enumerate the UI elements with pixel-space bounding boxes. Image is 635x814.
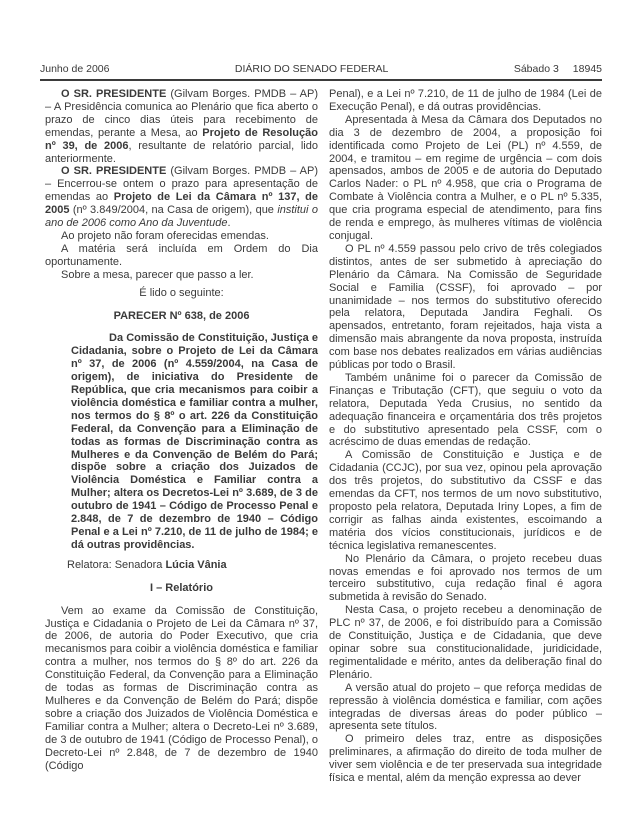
text-segment: Da Comissão de Constituição, Justiça e Cidadania, sobre o Projeto de Lei da Câmara nº 37, de 2006 (nº 4.559/2004, na Casa de origem), de iniciativa do Presidente de República, que cria mecanismos para coibir a violência doméstica e familiar contra a mulher, nos termos do § 8º o art. 226 da Constituição Federal, da Convenção para a Eliminação de todas as formas de Discriminação contra as Mulheres e da Convenção de Belém do Pará; dispõe sobre a criação dos Juizados de Violência Doméstica e Familiar contra a Mulher; altera os Decretos-Lei nº 3.689, de 3 de outubro de 1941 – Código de Processo Penal e 2.848, de 7 de dezembro de 1940 – Código Penal e a Lei nº 7.210, de 11 de julho de 1984; e dá outras providências. xyxy=(71,332,318,551)
text-segment: No Plenário da Câmara, o projeto recebeu duas novas emendas e foi aprovado nos termos de um terceiro substitutivo, cuja redação final é agora submetida à revisão do Senado. xyxy=(329,552,602,604)
paragraph xyxy=(329,243,602,372)
text-segment: Apresentada à Mesa da Câmara dos Deputados no dia 3 de dezembro de 2004, a proposição foi identificada como Projeto de Lei (PL) nº 4.559, de 2004, e tramitou – em regime de urgência – com dois apensados, ambos de 2005 e de autoria do Deputado Carlos Nader: o PL nº 4.958, que cria o Programa de Combate à Violência contra a Mulher, e o PL nº 5.335, que cria programa especial de atendimento, para fins de renda e emprego, às mulheres vítimas de violência conjugal. xyxy=(329,113,602,242)
paragraph xyxy=(45,165,318,230)
paragraph xyxy=(71,332,318,551)
left-column xyxy=(45,88,318,785)
text-segment: Penal), e a Lei nº 7.210, de 11 de julho de 1984 (Lei de Execução Penal), e dá outras providências. xyxy=(329,88,602,113)
text-segment: Lúcia Vânia xyxy=(165,558,227,571)
text-segment: A versão atual do projeto – que reforça medidas de repressão à violência doméstica e familiar, com ações integradas de diversas áreas do poder público – apresenta sete títulos. xyxy=(329,681,602,733)
text-segment: , resultante de relatório parcial, lido anteriormente. xyxy=(45,139,318,165)
paragraph xyxy=(45,230,318,243)
header-date: Junho de 2006 xyxy=(40,63,110,75)
text-segment: Relatora: Senadora xyxy=(67,558,166,571)
paragraph xyxy=(45,287,318,300)
text-segment: Projeto de Lei da Câmara nº 137, de 2005 xyxy=(45,191,318,217)
right-column xyxy=(329,88,602,785)
text-segment: Sobre a mesa, parecer que passo a ler. xyxy=(61,268,254,281)
text-segment: Vem ao exame da Comissão de Constituição, Justiça e Cidadania o Projeto de Lei da Câmara nº 37, de 2006, de autoria do Poder Executivo, que cria mecanismos para coibir a violência doméstica e familiar contra a mulher, nos termos do § 8º do art. 226 da Constituição Federal, da Convenção para a Eliminação de todas as formas de Discriminação contra as Mulheres e da Convenção de Belém do Pará; dispõe sobre a criação dos Juizados de Violência Doméstica e Familiar contra a Mulher; altera o Decreto-Lei nº 3.689, de 3 de outubro de 1941 (Código de Processo Penal), o Decreto-Lei nº 2.848, de 7 de dezembro de 1940 (Código xyxy=(45,604,318,772)
paragraph xyxy=(45,605,318,773)
paragraph xyxy=(329,114,602,243)
paragraph xyxy=(329,372,602,449)
text-segment: Também unânime foi o parecer da Comissão de Finanças e Tributação (CFT), que seguiu o voto da relatora, Deputada Yeda Crusius, no sentido da adequação financeira e orçamentária dos três projetos e do substitutivo apresentado pela CSSF, com o acréscimo de duas emendas de redação. xyxy=(329,371,602,449)
paragraph xyxy=(67,559,318,572)
text-segment: PARECER Nº 638, de 2006 xyxy=(113,309,250,322)
text-columns xyxy=(45,88,602,785)
text-segment: Ao projeto não foram oferecidas emendas. xyxy=(61,229,269,242)
paragraph xyxy=(329,682,602,734)
paragraph xyxy=(45,243,318,269)
paragraph xyxy=(329,733,602,785)
text-segment: . xyxy=(227,217,231,230)
text-segment: É lido o seguinte: xyxy=(139,286,224,299)
text-segment: (nº 3.849/2004, na Casa de origem), que xyxy=(69,204,278,217)
paragraph xyxy=(329,553,602,605)
header-day: Sábado 3 xyxy=(513,63,559,75)
paragraph xyxy=(329,604,602,681)
text-segment: O PL nº 4.559 passou pelo crivo de três colegiados distintos, antes de ser submetido à apreciação do Plenário da Câmara. Na Comissão de Seguridade Social e Familia (CSSF), foi aprovado – por unanimidade – nos termos do substitutivo oferecido pela relatora, Deputada Jandira Feghali. Os apensados, entretanto, foram rejeitados, haja vista a dimensão mais abrangente da nova proposta, instruída com base nos debates realizados em várias audiências públicas por todo o Brasil. xyxy=(329,242,602,372)
paragraph xyxy=(45,88,318,165)
paragraph xyxy=(329,88,602,114)
text-segment: I – Relatório xyxy=(150,581,213,594)
section-heading xyxy=(45,582,318,595)
text-segment: O SR. PRESIDENTE xyxy=(61,165,167,178)
header-page-number: 18945 xyxy=(572,63,602,75)
text-segment: O primeiro deles traz, entre as disposições preliminares, a afirmação do direito de toda mulher de viver sem violência e de ter preservada sua integridade física e mental, além da menção expressa ao dever xyxy=(329,733,602,785)
text-segment: A Comissão de Constituição e Justiça e de Cidadania (CCJC), por sua vez, opinou pela aprovação dos três projetos, do substitutivo da CSSF e das emendas da CFT, nos termos de um novo substitutivo, proposto pela relatora, Deputada Iriny Lopes, a fim de corrigir as falhas ainda existentes, escoimando a matéria dos vícios constitucionais, jurídicos e de técnica legislativa remanescentes. xyxy=(329,449,602,552)
text-segment: Projeto de Resolução nº 39, de 2006 xyxy=(45,126,318,152)
text-segment: (Gilvam Borges. PMDB – AP) – Encerrou-se ontem o prazo para apresentação de emendas ao xyxy=(45,165,318,204)
page-header xyxy=(40,63,602,81)
section-heading xyxy=(45,310,318,323)
text-segment: institui o ano de 2006 como Ano da Juventude xyxy=(45,204,318,230)
paragraph xyxy=(45,269,318,282)
text-segment: Nesta Casa, o projeto recebeu a denominação de PLC nº 37, de 2006, e foi distribuído para a Comissão de Constituição, Justiça e de Cidadania, que deve opinar sobre sua constitucionalidade, juridicidade, regimentalidade e mérito, antes da deliberação final do Plenário. xyxy=(329,604,602,681)
text-segment: (Gilvam Borges. PMDB – AP) – A Presidência comunica ao Plenário que fica aberto o prazo de cinco dias úteis para recebimento de emendas, perante a Mesa, ao xyxy=(45,88,318,139)
header-title: DIÁRIO DO SENADO FEDERAL xyxy=(234,63,389,75)
text-segment: O SR. PRESIDENTE xyxy=(61,88,167,100)
paragraph xyxy=(329,449,602,552)
text-segment: A matéria será incluída em Ordem do Dia oportunamente. xyxy=(45,242,318,268)
header-page-info xyxy=(514,63,602,75)
